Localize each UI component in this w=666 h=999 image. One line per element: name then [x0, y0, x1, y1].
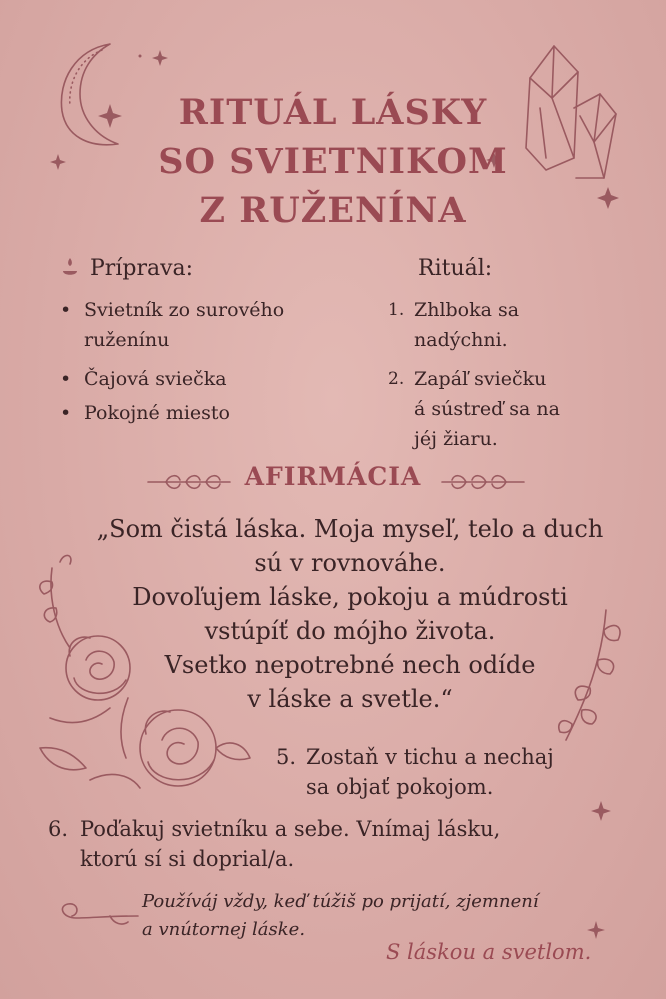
ritual-step-1-line-2: nadýchni. [414, 329, 508, 351]
title-line-2: SO SVIETNIKOM [158, 141, 508, 182]
star-icon [590, 800, 612, 822]
quote-line: v láske a svetle.“ [247, 685, 453, 713]
rose-icon [30, 548, 270, 808]
step-5-line-1: Zostaň v tichu a nechaj [306, 745, 554, 769]
footer-line-1: Používáj vždy, keď túžiš po prijatí, zjemnení [142, 891, 539, 912]
step-6-line-1: Poďakuj svietníku a sebe. Vnímaj lásku, [80, 817, 501, 841]
priprava-item-1-line-2: ruženínu [84, 329, 170, 351]
priprava-heading: Príprava: [90, 256, 194, 281]
candle-icon [60, 256, 80, 278]
quote-line: Vsetko nepotrebné nech odíde [164, 651, 536, 679]
ritual-step-2-line-2: á sústreď sa na [414, 398, 560, 420]
quote-line: Dovoľujem láske, pokoju a múdrosti [132, 583, 568, 611]
ritual-step-1-line-1: Zhlboka sa [414, 299, 520, 321]
step-5-num: 5. [276, 745, 297, 769]
signature: S láskou a svetlom. [386, 940, 592, 964]
title-line-3: Z RUŽENÍNA [199, 190, 467, 231]
step-6-num: 6. [48, 817, 69, 841]
ritual-step-2-num: 2. [388, 369, 405, 389]
page-title [0, 88, 666, 235]
afirmacia-heading: AFIRMÁCIA [244, 462, 422, 491]
swirl-icon [50, 896, 140, 936]
footer-line-2: a vnútornej láske. [142, 919, 306, 940]
title-line-1: RITUÁL LÁSKY [178, 92, 488, 133]
priprava-bullet: • [60, 368, 72, 390]
priprava-item-1-line-1: Svietník zo surového [84, 299, 285, 321]
leaf-flourish-icon [440, 470, 526, 494]
priprava-bullet: • [60, 299, 72, 321]
quote-line: „Som čistá láska. Moja myseľ, telo a duch [96, 515, 604, 543]
quote-line: sú v rovnováhe. [254, 549, 446, 577]
priprava-item-2: Čajová sviečka [84, 368, 227, 390]
priprava-item-3: Pokojné miesto [84, 402, 230, 424]
ritual-heading: Rituál: [418, 256, 493, 281]
ritual-step-1-num: 1. [388, 300, 405, 320]
step-6-line-2: ktorú sí si doprial/a. [80, 847, 295, 871]
ritual-step-2-line-3: jéj žiaru. [414, 428, 498, 450]
priprava-bullet: • [60, 402, 72, 424]
star-icon [150, 48, 170, 68]
ritual-step-2-line-1: Zapáľ sviečku [414, 368, 547, 390]
step-5-line-2: sa objať pokojom. [306, 775, 494, 799]
quote-line: vstúpíť do mójho života. [204, 617, 496, 645]
branch-icon [546, 600, 636, 750]
star-icon [586, 920, 606, 940]
